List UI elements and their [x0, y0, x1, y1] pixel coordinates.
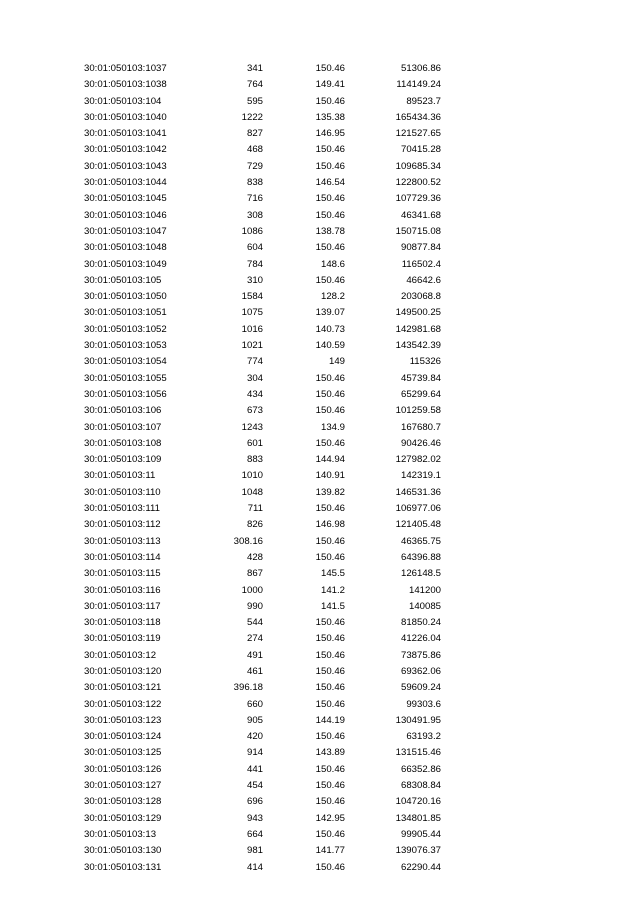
rate-cell: 150.46: [315, 665, 345, 677]
rate-cell: 141.2: [320, 584, 345, 596]
cadastral-number-cell: 30:01:050103:122: [84, 698, 162, 710]
total-cell: 69362.06: [400, 665, 441, 677]
value-cell: 990: [246, 600, 263, 612]
rate-cell: 150.46: [315, 242, 345, 254]
value-cell: 1021: [241, 340, 263, 352]
cadastral-number-cell: 30:01:050103:1053: [84, 340, 167, 352]
total-cell: 73875.86: [400, 649, 441, 661]
rate-cell: 141.77: [315, 845, 345, 857]
total-cell: 143542.39: [395, 340, 441, 352]
table-row: [0, 615, 640, 631]
cadastral-number-cell: 30:01:050103:126: [84, 763, 162, 775]
table-row: [0, 224, 640, 240]
table-row: [0, 273, 640, 289]
rate-cell: 150.46: [315, 633, 345, 645]
cadastral-number-cell: 30:01:050103:1045: [84, 193, 167, 205]
total-cell: 126148.5: [400, 568, 441, 580]
total-cell: 131515.46: [395, 747, 441, 759]
cadastral-number-cell: 30:01:050103:1041: [84, 128, 167, 140]
table-row: [0, 322, 640, 338]
cadastral-number-cell: 30:01:050103:119: [84, 633, 161, 645]
rate-cell: 150.46: [315, 405, 345, 417]
rate-cell: 150.46: [315, 796, 345, 808]
rate-cell: 143.89: [315, 747, 345, 759]
table-row: [0, 468, 640, 484]
value-cell: 827: [246, 128, 263, 140]
rate-cell: 150.46: [315, 649, 345, 661]
rate-cell: 150.46: [315, 388, 345, 400]
cadastral-number-cell: 30:01:050103:1055: [84, 372, 167, 384]
rate-cell: 144.94: [315, 454, 345, 466]
total-cell: 130491.95: [395, 714, 441, 726]
table-row: [0, 583, 640, 599]
value-cell: 396.18: [233, 682, 263, 694]
cadastral-number-cell: 30:01:050103:129: [84, 812, 162, 824]
cadastral-number-cell: 30:01:050103:130: [84, 845, 162, 857]
total-cell: 122800.52: [395, 177, 441, 189]
value-cell: 341: [246, 63, 263, 74]
value-cell: 696: [246, 796, 263, 808]
table-row: [0, 452, 640, 468]
value-cell: 1075: [241, 307, 263, 319]
value-cell: 304: [246, 372, 263, 384]
table-row: [0, 794, 640, 810]
value-cell: 784: [246, 258, 263, 270]
total-cell: 101259.58: [395, 405, 441, 417]
rate-cell: 142.95: [315, 812, 345, 824]
table-row: [0, 517, 640, 533]
total-cell: 90426.46: [400, 437, 441, 449]
table-row: [0, 697, 640, 713]
cadastral-number-cell: 30:01:050103:1050: [84, 291, 167, 303]
total-cell: 63193.2: [406, 731, 441, 743]
value-cell: 544: [246, 617, 263, 629]
value-cell: 838: [246, 177, 263, 189]
cadastral-number-cell: 30:01:050103:11: [84, 470, 156, 482]
rate-cell: 140.91: [315, 470, 345, 482]
total-cell: 142981.68: [395, 323, 441, 335]
cadastral-number-cell: 30:01:050103:123: [84, 714, 162, 726]
value-cell: 943: [246, 812, 263, 824]
cadastral-number-cell: 30:01:050103:120: [84, 665, 162, 677]
value-cell: 428: [246, 551, 263, 563]
cadastral-number-cell: 30:01:050103:127: [84, 780, 162, 792]
cadastral-number-cell: 30:01:050103:1038: [84, 79, 167, 91]
value-cell: 491: [246, 649, 263, 661]
value-cell: 673: [246, 405, 263, 417]
rate-cell: 150.46: [315, 144, 345, 156]
value-cell: 711: [247, 503, 263, 515]
value-cell: 905: [246, 714, 263, 726]
total-cell: 107729.36: [395, 193, 441, 205]
rate-cell: 150.46: [315, 551, 345, 563]
total-cell: 59609.24: [400, 682, 441, 694]
value-cell: 764: [246, 79, 263, 91]
table-row: [0, 566, 640, 582]
total-cell: 90877.84: [400, 242, 441, 254]
total-cell: 121527.65: [395, 128, 441, 140]
value-cell: 660: [246, 698, 263, 710]
rate-cell: 150.46: [315, 503, 345, 515]
cadastral-number-cell: 30:01:050103:1047: [84, 225, 167, 237]
rate-cell: 145.5: [320, 568, 345, 580]
total-cell: 139076.37: [395, 845, 441, 857]
total-cell: 134801.85: [395, 812, 441, 824]
value-cell: 729: [246, 160, 263, 172]
value-cell: 914: [246, 747, 263, 759]
table-row: [0, 94, 640, 110]
table-row: [0, 534, 640, 550]
cadastral-number-cell: 30:01:050103:110: [84, 486, 161, 498]
table-row: [0, 371, 640, 387]
cadastral-number-cell: 30:01:050103:12: [84, 649, 157, 661]
cadastral-number-cell: 30:01:050103:125: [84, 747, 162, 759]
total-cell: 142319.1: [400, 470, 441, 482]
value-cell: 1584: [241, 291, 263, 303]
total-cell: 46341.68: [400, 209, 441, 221]
rate-cell: 149: [328, 356, 345, 368]
rate-cell: 150.46: [315, 209, 345, 221]
table-row: [0, 713, 640, 729]
total-cell: 41226.04: [400, 633, 441, 645]
table-row: [0, 61, 640, 77]
rate-cell: 146.98: [315, 519, 345, 531]
rate-cell: 150.46: [315, 861, 345, 873]
value-cell: 867: [246, 568, 263, 580]
table-row: [0, 142, 640, 158]
total-cell: 45739.84: [400, 372, 441, 384]
value-cell: 274: [246, 633, 263, 645]
value-cell: 310: [246, 274, 263, 286]
rate-cell: 150.46: [315, 372, 345, 384]
table-row: [0, 208, 640, 224]
table-row: [0, 305, 640, 321]
total-cell: 62290.44: [400, 861, 441, 873]
cadastral-number-cell: 30:01:050103:104: [84, 95, 162, 107]
total-cell: 106977.06: [395, 503, 441, 515]
cadastral-number-cell: 30:01:050103:118: [84, 617, 161, 629]
total-cell: 65299.64: [400, 388, 441, 400]
total-cell: 141200: [408, 584, 441, 596]
total-cell: 116502.4: [401, 258, 441, 270]
table-row: [0, 550, 640, 566]
value-cell: 420: [246, 731, 263, 743]
table-row: [0, 354, 640, 370]
total-cell: 89523.7: [406, 95, 441, 107]
table-row: [0, 403, 640, 419]
table-row: [0, 811, 640, 827]
value-cell: 414: [246, 861, 263, 873]
table-row: [0, 745, 640, 761]
cadastral-number-cell: 30:01:050103:128: [84, 796, 162, 808]
total-cell: 121405.48: [395, 519, 441, 531]
cadastral-number-cell: 30:01:050103:105: [84, 274, 162, 286]
value-cell: 1222: [241, 111, 263, 123]
value-cell: 595: [246, 95, 263, 107]
table-row: [0, 175, 640, 191]
table-row: [0, 338, 640, 354]
rate-cell: 150.46: [315, 274, 345, 286]
total-cell: 81850.24: [400, 617, 441, 629]
cadastral-number-cell: 30:01:050103:108: [84, 437, 162, 449]
table-row: [0, 843, 640, 859]
cadastral-number-cell: 30:01:050103:107: [84, 421, 162, 433]
cadastral-number-cell: 30:01:050103:13: [84, 828, 157, 840]
rate-cell: 138.78: [315, 225, 345, 237]
rate-cell: 150.46: [315, 193, 345, 205]
rate-cell: 150.46: [315, 617, 345, 629]
table-row: [0, 420, 640, 436]
cadastral-number-cell: 30:01:050103:1054: [84, 356, 167, 368]
table-row: [0, 191, 640, 207]
value-cell: 774: [246, 356, 263, 368]
value-cell: 604: [246, 242, 263, 254]
total-cell: 140085: [408, 600, 441, 612]
total-cell: 68308.84: [400, 780, 441, 792]
total-cell: 109685.34: [395, 160, 441, 172]
cadastral-number-cell: 30:01:050103:114: [84, 551, 161, 563]
table-row: [0, 664, 640, 680]
total-cell: 150715.08: [395, 225, 441, 237]
value-cell: 1000: [241, 584, 263, 596]
cadastral-number-cell: 30:01:050103:109: [84, 454, 162, 466]
total-cell: 70415.28: [400, 144, 441, 156]
table-row: [0, 729, 640, 745]
rate-cell: 128.2: [320, 291, 345, 303]
value-cell: 308.16: [233, 535, 263, 547]
rate-cell: 141.5: [320, 600, 345, 612]
cadastral-number-cell: 30:01:050103:1052: [84, 323, 167, 335]
cadastral-number-cell: 30:01:050103:1043: [84, 160, 167, 172]
rate-cell: 134.9: [320, 421, 345, 433]
total-cell: 146531.36: [395, 486, 441, 498]
rate-cell: 139.82: [315, 486, 345, 498]
table-row: [0, 159, 640, 175]
value-cell: 441: [246, 763, 263, 775]
value-cell: 1016: [241, 323, 263, 335]
rate-cell: 150.46: [315, 763, 345, 775]
value-cell: 826: [246, 519, 263, 531]
cadastral-number-cell: 30:01:050103:111: [84, 503, 160, 515]
value-cell: 434: [246, 388, 263, 400]
cadastral-number-cell: 30:01:050103:1044: [84, 177, 167, 189]
cadastral-number-cell: 30:01:050103:1056: [84, 388, 167, 400]
table-row: [0, 778, 640, 794]
value-cell: 1010: [241, 470, 263, 482]
rate-cell: 140.73: [315, 323, 345, 335]
table-row: [0, 827, 640, 843]
total-cell: 66352.86: [400, 763, 441, 775]
value-cell: 716: [246, 193, 263, 205]
rate-cell: 146.95: [315, 128, 345, 140]
rate-cell: 150.46: [315, 160, 345, 172]
rate-cell: 148.6: [320, 258, 345, 270]
total-cell: 99303.6: [406, 698, 441, 710]
rate-cell: 150.46: [315, 780, 345, 792]
cadastral-number-cell: 30:01:050103:1051: [84, 307, 167, 319]
cadastral-number-cell: 30:01:050103:116: [84, 584, 161, 596]
cadastral-number-cell: 30:01:050103:131: [84, 861, 162, 873]
total-cell: 203068.8: [400, 291, 441, 303]
cadastral-number-cell: 30:01:050103:106: [84, 405, 162, 417]
rate-cell: 144.19: [315, 714, 345, 726]
table-row: [0, 387, 640, 403]
value-cell: 308: [246, 209, 263, 221]
table-row: [0, 436, 640, 452]
table-row: [0, 110, 640, 126]
rate-cell: 150.46: [315, 95, 345, 107]
cadastral-number-cell: 30:01:050103:113: [84, 535, 161, 547]
cadastral-number-cell: 30:01:050103:1037: [84, 63, 167, 74]
table-row: [0, 126, 640, 142]
value-cell: 664: [246, 828, 263, 840]
table-row: [0, 257, 640, 273]
table-row: [0, 860, 640, 876]
rate-cell: 149.41: [315, 79, 345, 91]
rate-cell: 150.46: [315, 698, 345, 710]
cadastral-number-cell: 30:01:050103:124: [84, 731, 162, 743]
table-row: [0, 599, 640, 615]
cadastral-number-cell: 30:01:050103:1046: [84, 209, 167, 221]
table-row: [0, 648, 640, 664]
rate-cell: 140.59: [315, 340, 345, 352]
total-cell: 46642.6: [406, 274, 441, 286]
rate-cell: 150.46: [315, 828, 345, 840]
table-row: [0, 77, 640, 93]
table-row: [0, 762, 640, 778]
rate-cell: 139.07: [315, 307, 345, 319]
cadastral-number-cell: 30:01:050103:1040: [84, 111, 167, 123]
total-cell: 46365.75: [400, 535, 441, 547]
rate-cell: 150.46: [315, 437, 345, 449]
cadastral-number-cell: 30:01:050103:1048: [84, 242, 167, 254]
value-cell: 468: [246, 144, 263, 156]
table-row: [0, 501, 640, 517]
data-table: [0, 61, 640, 876]
total-cell: 99905.44: [400, 828, 441, 840]
total-cell: 149500.25: [395, 307, 441, 319]
value-cell: 454: [246, 780, 263, 792]
table-row: [0, 240, 640, 256]
cadastral-number-cell: 30:01:050103:1042: [84, 144, 167, 156]
total-cell: 167680.7: [400, 421, 441, 433]
cadastral-number-cell: 30:01:050103:112: [84, 519, 161, 531]
value-cell: 1243: [241, 421, 263, 433]
total-cell: 127982.02: [395, 454, 441, 466]
rate-cell: 150.46: [315, 63, 345, 74]
total-cell: 115326: [409, 356, 441, 368]
total-cell: 165434.36: [395, 111, 441, 123]
table-row: [0, 631, 640, 647]
cadastral-number-cell: 30:01:050103:117: [84, 600, 161, 612]
rate-cell: 146.54: [315, 177, 345, 189]
value-cell: 1086: [241, 225, 263, 237]
total-cell: 114149.24: [396, 79, 441, 91]
total-cell: 51306.86: [400, 63, 441, 74]
value-cell: 883: [246, 454, 263, 466]
rate-cell: 150.46: [315, 731, 345, 743]
value-cell: 461: [246, 665, 263, 677]
rate-cell: 135.38: [315, 111, 345, 123]
rate-cell: 150.46: [315, 682, 345, 694]
value-cell: 1048: [241, 486, 263, 498]
table-row: [0, 485, 640, 501]
total-cell: 104720.16: [395, 796, 441, 808]
table-row: [0, 289, 640, 305]
value-cell: 601: [246, 437, 263, 449]
cadastral-number-cell: 30:01:050103:1049: [84, 258, 167, 270]
rate-cell: 150.46: [315, 535, 345, 547]
value-cell: 981: [246, 845, 263, 857]
table-row: [0, 680, 640, 696]
cadastral-number-cell: 30:01:050103:115: [84, 568, 161, 580]
total-cell: 64396.88: [400, 551, 441, 563]
cadastral-number-cell: 30:01:050103:121: [84, 682, 162, 694]
